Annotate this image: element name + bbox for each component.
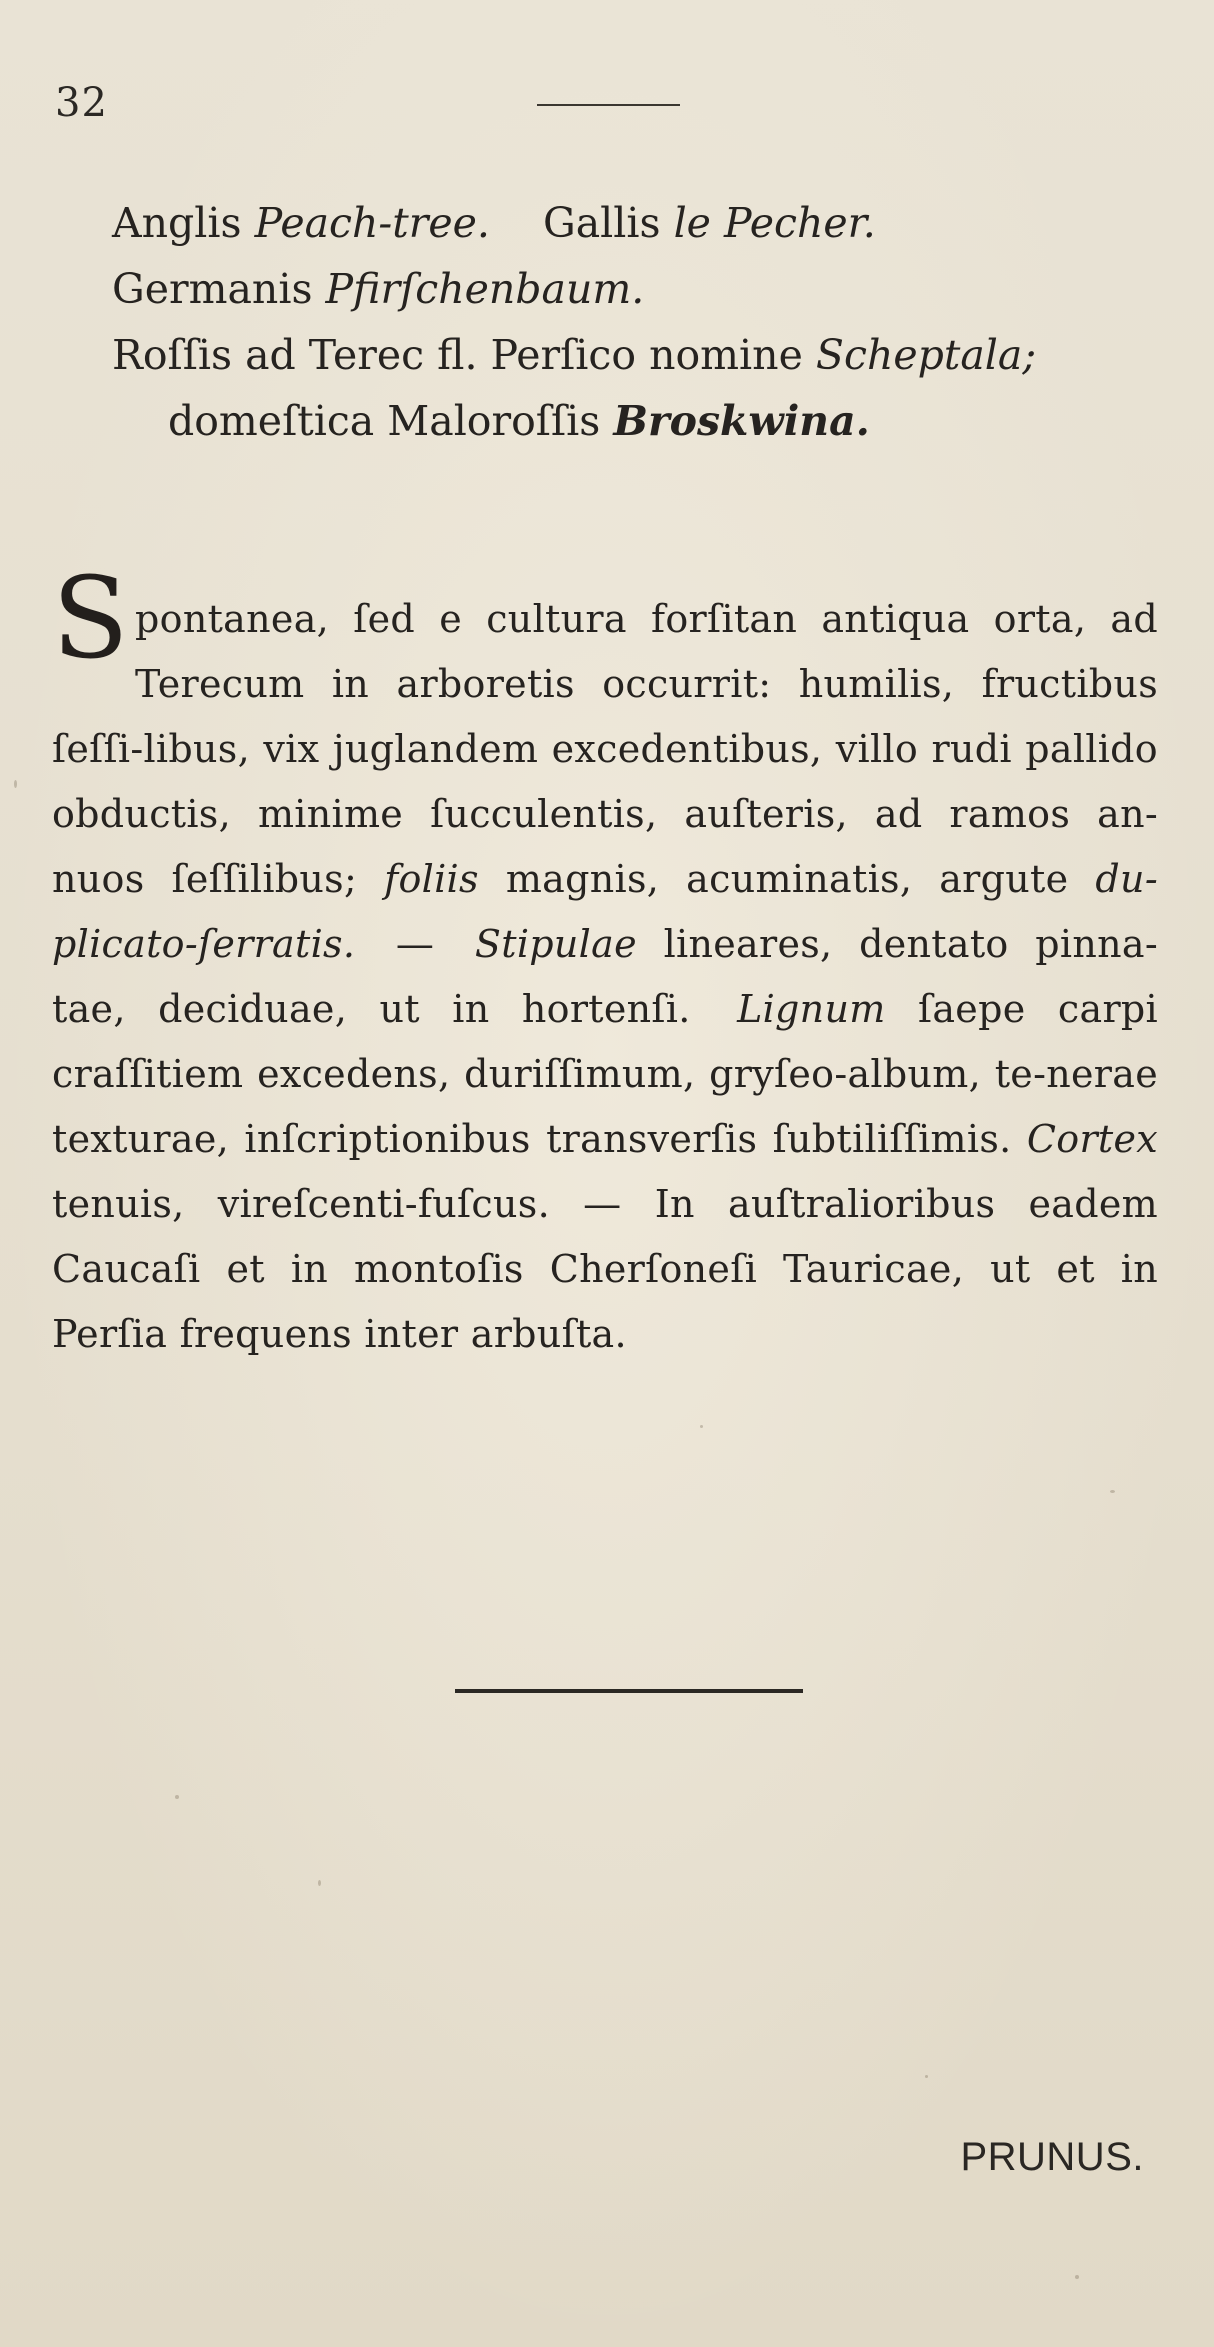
paper-speck (1110, 1490, 1115, 1493)
header-rule (537, 104, 680, 106)
germanis-label: Germanis (112, 265, 313, 313)
anglis-label: Anglis (112, 199, 242, 247)
domestica-text: domeſtica Maloroſſis (168, 397, 601, 445)
paper-speck (175, 1795, 179, 1799)
description-text-3: lineares, dentato pinna-tae, deciduae, ut in hortenſi. (52, 922, 1158, 1031)
paper-speck (925, 2075, 928, 2078)
paper-speck (318, 1880, 321, 1886)
names-line-4 (168, 388, 870, 454)
description-paragraph (52, 554, 1158, 1367)
names-line-1 (112, 190, 876, 256)
description-text-5: tenuis, vireſcenti-fuſcus. — In auſtralioribus eadem Caucaſi et in montoſis Cherſoneſi Tauricae, ut et in Perſia frequens inter arbuſta. (52, 1182, 1158, 1356)
catchword: PRUNUS. (960, 2135, 1144, 2179)
rossis-name: Scheptala; (815, 331, 1037, 379)
anglis-name: Peach-tree. (254, 199, 490, 247)
drop-cap: S (52, 554, 130, 684)
term-cortex: Cortex (1026, 1117, 1158, 1161)
names-line-3 (112, 322, 1036, 388)
term-lignum: Lignum (737, 987, 886, 1031)
term-stipulae: Stipulae (474, 922, 637, 966)
paper-speck (14, 780, 17, 788)
page-number: 32 (55, 80, 108, 126)
section-divider-rule (455, 1689, 803, 1693)
domestica-name: Broskwina. (613, 397, 870, 445)
gallis-name: le Pecher. (673, 199, 876, 247)
description-text-1: pontanea, ſed e cultura forſitan antiqua orta, ad Terecum in arboretis occurrit: humilis, fructibus ſeſſi-libus, vix juglandem excedentibus, villo rudi pallido obductis, minime ſucculentis, auſteris, ad ramos an-nuos ſeſſilibus; (52, 597, 1158, 901)
paper-speck (700, 1425, 703, 1428)
rossis-text: Roſſis ad Terec fl. Perſico nomine (112, 331, 803, 379)
paper-speck (1075, 2275, 1079, 2279)
description-text-2: magnis, acuminatis, argute (505, 857, 1069, 901)
term-foliis: foliis (384, 857, 479, 901)
names-line-2 (112, 256, 644, 322)
term-duplicato-serratis: du-plicato-ſerratis. (52, 857, 1158, 966)
em-dash: — (395, 922, 435, 966)
gallis-label: Gallis (542, 199, 661, 247)
description-text-4: ſaepe carpi craſſitiem excedens, duriſſimum, gryſeo-album, te-nerae texturae, inſcriptionibus transverſis ſubtiliſſimis. (52, 987, 1158, 1161)
germanis-name: Pfirſchenbaum. (325, 265, 645, 313)
